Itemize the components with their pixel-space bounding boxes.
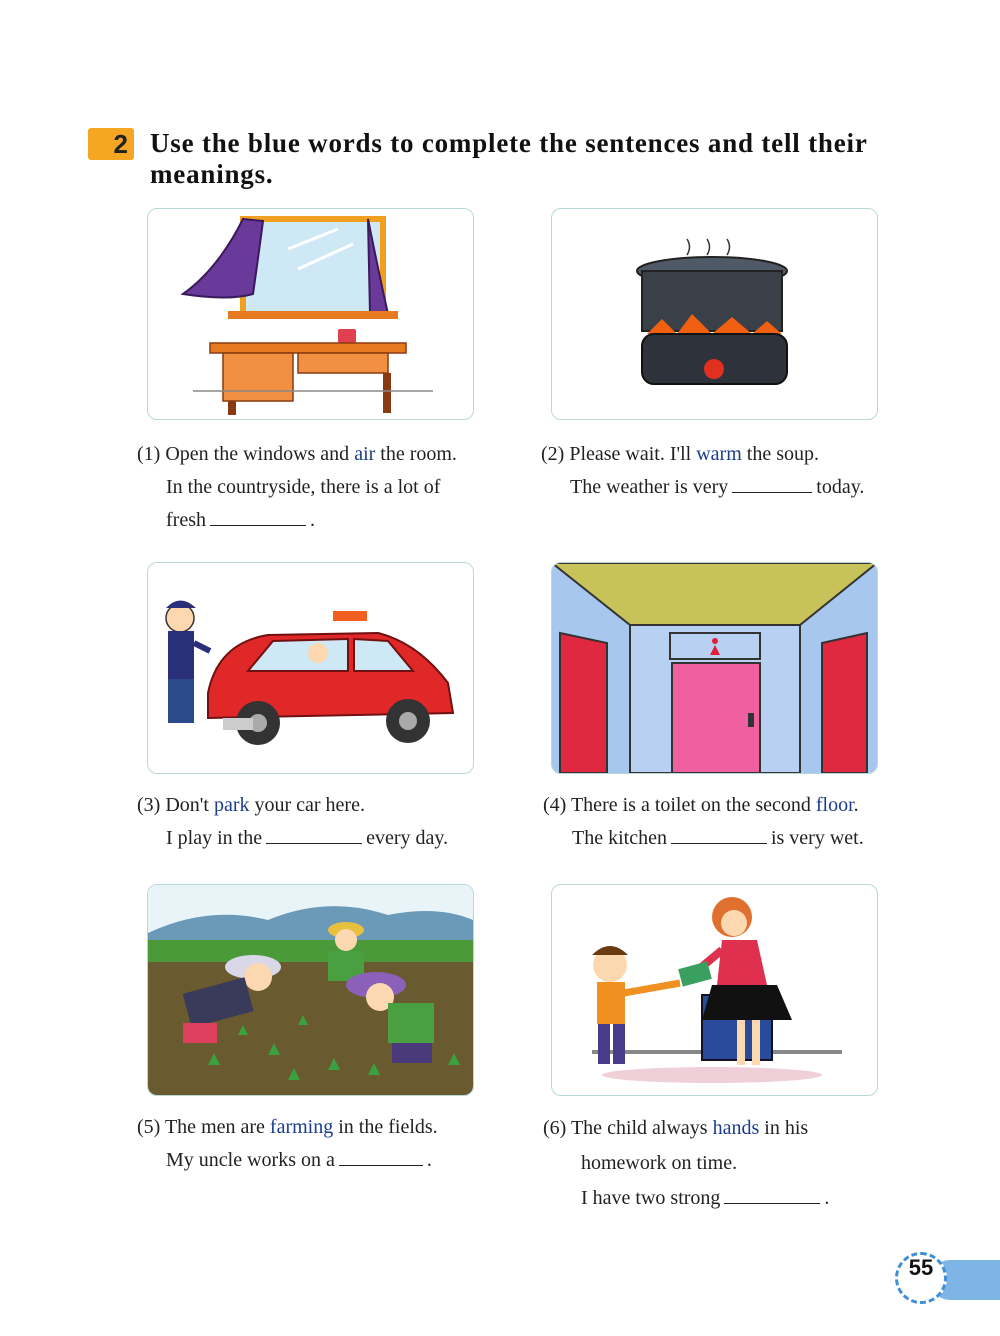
exercise-number-badge bbox=[88, 128, 134, 160]
item-5-line2-post: . bbox=[426, 1149, 432, 1171]
item-2-blue-word: warm bbox=[696, 443, 742, 465]
item-5-line2-pre: My uncle works on a bbox=[166, 1149, 335, 1171]
exercise-number: 2 bbox=[113, 129, 128, 159]
item-6-number: (6) bbox=[543, 1117, 567, 1139]
item-6-line1-post: in his bbox=[759, 1117, 809, 1139]
item-5-line1-post: in the fields. bbox=[333, 1116, 438, 1138]
item-1-line1-pre: Open the windows and bbox=[165, 443, 355, 465]
item-3-line1-pre: Don't bbox=[165, 794, 214, 816]
item-2-line1-pre: Please wait. I'll bbox=[569, 443, 697, 465]
page-number: 55 bbox=[895, 1252, 947, 1304]
item-3-line1-post: your car here. bbox=[249, 794, 365, 816]
item-3-line2-post: every day. bbox=[366, 827, 449, 849]
item-5-sentence bbox=[137, 1111, 438, 1177]
item-1-line3-post: . bbox=[309, 509, 315, 531]
picture-soup-pot bbox=[551, 208, 878, 420]
item-5-blank[interactable] bbox=[339, 1147, 423, 1166]
item-3-number: (3) bbox=[137, 794, 161, 816]
item-2-line2-post: today. bbox=[816, 476, 865, 498]
item-4-blank[interactable] bbox=[671, 825, 767, 844]
item-3-sentence bbox=[137, 789, 448, 855]
item-6-line3-pre: I have two strong bbox=[581, 1187, 721, 1209]
picture-window-desk bbox=[147, 208, 474, 420]
picture-hands-homework bbox=[551, 884, 878, 1096]
item-5-blue-word: farming bbox=[269, 1116, 334, 1138]
item-1-number: (1) bbox=[137, 443, 161, 465]
item-3-blue-word: park bbox=[213, 794, 250, 816]
item-4-sentence bbox=[543, 789, 864, 855]
item-2-sentence bbox=[541, 438, 864, 504]
item-1-line1-post: the room. bbox=[375, 443, 457, 465]
item-6-blank[interactable] bbox=[724, 1185, 820, 1204]
item-4-blue-word: floor bbox=[815, 794, 854, 816]
item-1-blue-word: air bbox=[354, 443, 376, 465]
item-2-blank[interactable] bbox=[732, 474, 812, 493]
item-3-blank[interactable] bbox=[266, 825, 362, 844]
item-2-line1-post: the soup. bbox=[741, 443, 819, 465]
item-1-line3-pre: fresh bbox=[166, 509, 206, 531]
item-1-sentence bbox=[137, 438, 457, 537]
item-6-line3-post: . bbox=[824, 1187, 830, 1209]
item-6-blue-word: hands bbox=[712, 1117, 760, 1139]
item-6-sentence bbox=[543, 1111, 829, 1216]
item-6-line2: homework on time. bbox=[581, 1152, 738, 1174]
item-4-line2-pre: The kitchen bbox=[572, 827, 667, 849]
item-4-line1-post: . bbox=[853, 794, 859, 816]
picture-toilet-doors bbox=[551, 562, 878, 774]
item-4-number: (4) bbox=[543, 794, 567, 816]
item-4-line2-post: is very wet. bbox=[770, 827, 864, 849]
item-6-line1-pre: The child always bbox=[570, 1117, 713, 1139]
item-4-line1-pre: There is a toilet on the second bbox=[570, 794, 816, 816]
exercise-instruction: Use the blue words to complete the sentences and tell their meanings. bbox=[150, 128, 868, 189]
item-2-line2-pre: The weather is very bbox=[570, 476, 729, 498]
item-1-line2: In the countryside, there is a lot of bbox=[166, 476, 441, 498]
item-2-number: (2) bbox=[541, 443, 565, 465]
item-3-line2-pre: I play in the bbox=[166, 827, 263, 849]
item-5-line1-pre: The men are bbox=[164, 1116, 270, 1138]
picture-farming bbox=[147, 884, 474, 1096]
item-1-blank[interactable] bbox=[210, 507, 306, 526]
picture-car-parking bbox=[147, 562, 474, 774]
item-5-number: (5) bbox=[137, 1116, 161, 1138]
